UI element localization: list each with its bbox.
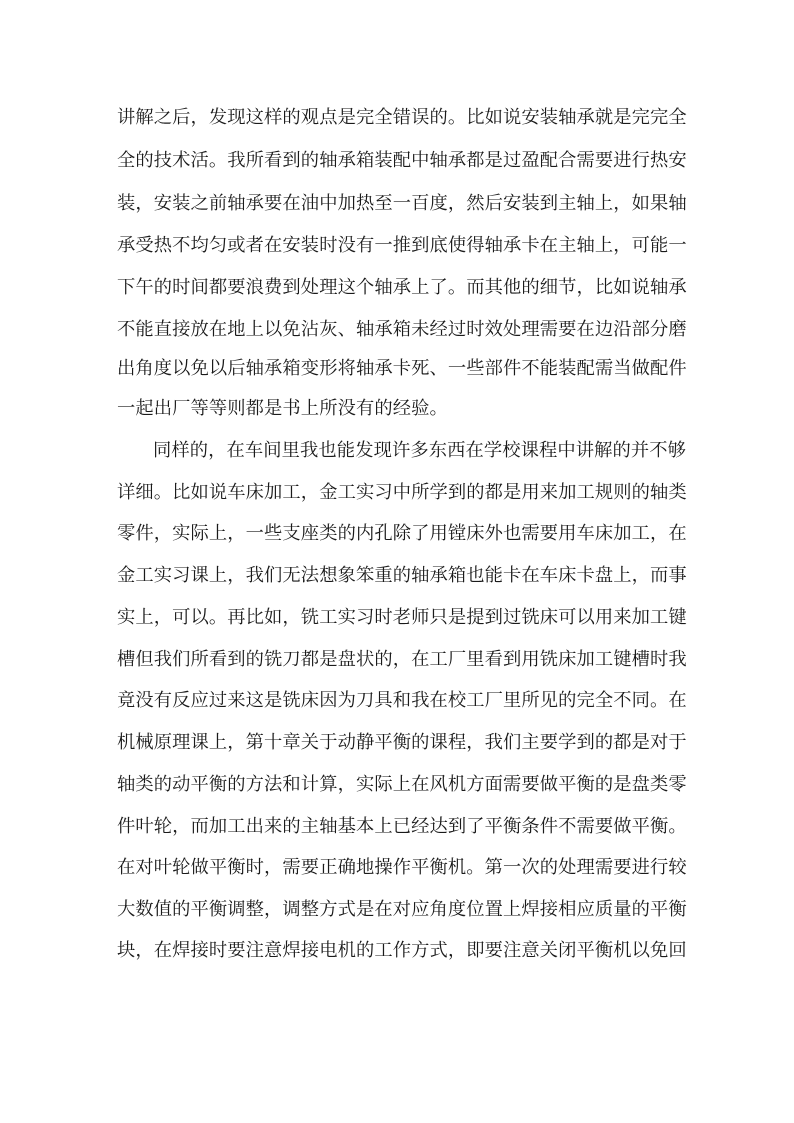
paragraph-line: 一起出厂等等则都是书上所没有的经验。 — [117, 398, 448, 419]
paragraph-line: 件叶轮，而加工出来的主轴基本上已经达到了平衡条件不需要做平衡。 — [117, 816, 687, 837]
paragraph-line: 大数值的平衡调整，调整方式是在对应角度位置上焊接相应质量的平衡 — [117, 899, 687, 920]
paragraph-line: 不能直接放在地上以免沾灰、轴承箱未经过时效处理需要在边沿部分磨 — [117, 319, 687, 340]
paragraph-line: 讲解之后，发现这样的观点是完全错误的。比如说安装轴承就是完完全 — [117, 107, 687, 128]
paragraph-line: 详细。比如说车床加工，金工实习中所学到的都是用来加工规则的轴类 — [117, 482, 687, 503]
paragraph-line: 竟没有反应过来这是铣床因为刀具和我在校工厂里所见的完全不同。在 — [117, 690, 687, 711]
paragraph-line: 在对叶轮做平衡时，需要正确地操作平衡机。第一次的处理需要进行较 — [117, 857, 687, 878]
paragraph-line: 下午的时间都要浪费到处理这个轴承上了。而其他的细节，比如说轴承 — [117, 277, 687, 298]
paragraph-line: 槽但我们所看到的铣刀都是盘状的，在工厂里看到用铣床加工键槽时我 — [117, 649, 687, 670]
paragraph-line: 零件，实际上，一些支座类的内孔除了用镗床外也需要用车床加工，在 — [117, 523, 687, 544]
paragraph-line: 块，在焊接时要注意焊接电机的工作方式，即要注意关闭平衡机以免回 — [117, 940, 687, 961]
paragraph-first-line: 同样的，在车间里我也能发现许多东西在学校课程中讲解的并不够 — [153, 440, 687, 461]
paragraph-line: 金工实习课上，我们无法想象笨重的轴承箱也能卡在车床卡盘上，而事 — [117, 565, 687, 586]
paragraph-line: 全的技术活。我所看到的轴承箱装配中轴承都是过盈配合需要进行热安 — [117, 150, 687, 171]
paragraph-line: 实上，可以。再比如，铣工实习时老师只是提到过铣床可以用来加工键 — [117, 607, 687, 628]
paragraph-line: 轴类的动平衡的方法和计算，实际上在风机方面需要做平衡的是盘类零 — [117, 774, 687, 795]
paragraph-line: 承受热不均匀或者在安装时没有一推到底使得轴承卡在主轴上，可能一 — [117, 235, 687, 256]
paragraph-line: 机械原理课上，第十章关于动静平衡的课程，我们主要学到的都是对于 — [117, 732, 687, 753]
paragraph-line: 出角度以免以后轴承箱变形将轴承卡死、一些部件不能装配需当做配件 — [117, 358, 687, 379]
paragraph-line: 装，安装之前轴承要在油中加热至一百度，然后安装到主轴上，如果轴 — [117, 193, 687, 214]
